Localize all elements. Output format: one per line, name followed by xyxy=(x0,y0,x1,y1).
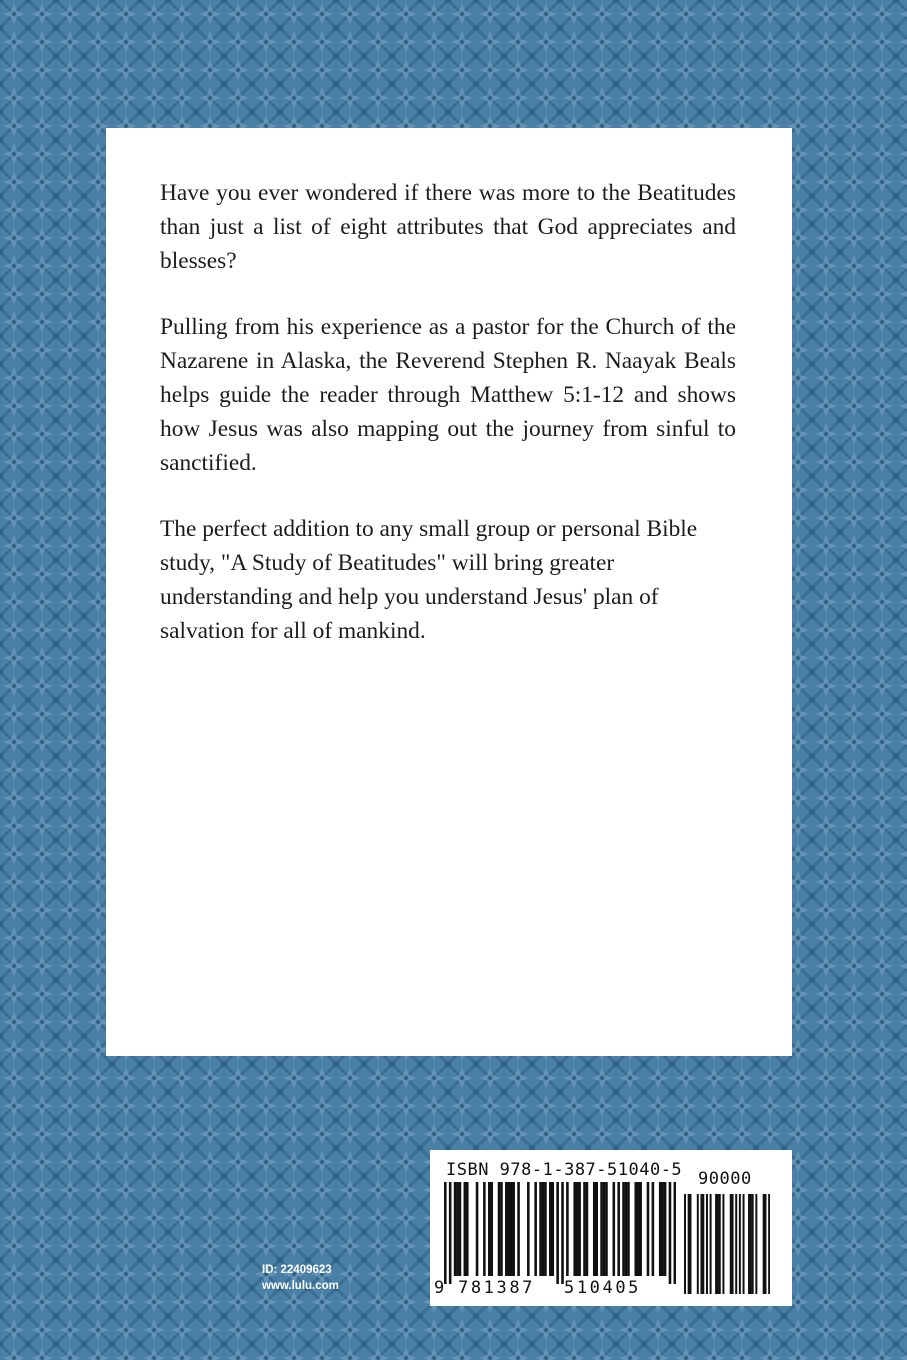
barcode-bar xyxy=(551,1182,554,1276)
barcode-bar xyxy=(583,1182,586,1276)
barcode-bar xyxy=(456,1182,459,1276)
barcode-bar xyxy=(483,1182,486,1276)
addon-bar xyxy=(689,1194,691,1294)
barcode-bar xyxy=(464,1182,467,1276)
barcode-guard-bar xyxy=(449,1182,452,1284)
barcode-bar xyxy=(576,1182,579,1276)
barcode-bar xyxy=(647,1182,650,1276)
barcode-bar xyxy=(637,1182,640,1276)
barcode-bar xyxy=(566,1182,569,1276)
barcode-bar xyxy=(586,1182,589,1276)
addon-bar xyxy=(710,1194,712,1294)
ean13-barcode xyxy=(444,1182,676,1284)
addon-bar xyxy=(743,1194,745,1294)
barcode-bar xyxy=(498,1182,501,1276)
addon-bar xyxy=(702,1194,704,1294)
barcode-bar xyxy=(634,1182,637,1276)
barcode-bar xyxy=(652,1182,655,1276)
addon-bar xyxy=(706,1194,708,1294)
addon-bar xyxy=(717,1194,719,1294)
barcode-bar xyxy=(510,1182,513,1276)
barcode-guard-bar xyxy=(674,1182,676,1284)
barcode-bar xyxy=(517,1182,520,1276)
barcode-bar xyxy=(600,1182,603,1276)
description-paragraph-1: Have you ever wondered if there was more to the Beatitudes than just a list of eight attributes that God appreciates and blesses? xyxy=(160,180,736,274)
publisher-url: www.lulu.com xyxy=(262,1280,339,1292)
barcode-bar xyxy=(661,1182,664,1276)
barcode-bar xyxy=(622,1182,625,1276)
description-paragraph-2: Pulling from his experience as a pastor for the Church of the Nazarene in Alaska, the Reverend Stephen R. Naayak Beals helps guide the reader through Matthew 5:1-12 and shows how Jesus was also mapping out the journey from sinful to sanctified. xyxy=(160,314,736,476)
barcode-bar xyxy=(512,1182,515,1276)
barcode-box xyxy=(430,1150,792,1306)
addon-bar xyxy=(688,1194,690,1294)
barcode-bar xyxy=(659,1182,662,1276)
addon-bar xyxy=(697,1194,699,1294)
barcode-bar xyxy=(500,1182,503,1276)
barcode-bar xyxy=(595,1182,598,1276)
barcode-bar xyxy=(593,1182,596,1276)
addon-bar xyxy=(730,1194,732,1294)
addon-bar xyxy=(732,1194,734,1294)
barcode-bar xyxy=(459,1182,462,1276)
barcode-bar xyxy=(454,1182,457,1276)
price-code: 90000 xyxy=(698,1169,752,1189)
barcode-bar xyxy=(627,1182,630,1276)
barcode-bar xyxy=(527,1182,530,1276)
publisher-id: ID: 22409623 xyxy=(262,1264,332,1276)
addon-bar xyxy=(768,1194,770,1294)
addon-bar xyxy=(719,1194,721,1294)
barcode-bar xyxy=(617,1182,620,1276)
barcode-bar xyxy=(507,1182,510,1276)
barcode-guard-bar xyxy=(444,1182,447,1284)
barcode-bar xyxy=(605,1182,608,1276)
addon-bar xyxy=(755,1194,757,1294)
barcode-bar xyxy=(625,1182,628,1276)
barcode-bar xyxy=(490,1182,493,1276)
barcode-bar xyxy=(544,1182,547,1276)
addon-barcode xyxy=(684,1194,770,1294)
barcode-bar xyxy=(664,1182,667,1276)
barcode-bar xyxy=(613,1182,616,1276)
barcode-guard-bar xyxy=(556,1182,559,1284)
description-panel xyxy=(106,128,792,1056)
addon-bar xyxy=(739,1194,741,1294)
barcode-guard-bar xyxy=(561,1182,564,1284)
addon-bar xyxy=(750,1194,752,1294)
barcode-digit-group-1: 781387 xyxy=(458,1278,536,1298)
barcode-bar xyxy=(505,1182,508,1276)
addon-bar xyxy=(748,1194,750,1294)
barcode-bar xyxy=(542,1182,545,1276)
barcode-bar xyxy=(488,1182,491,1276)
addon-bar xyxy=(684,1194,686,1294)
publisher-info xyxy=(262,1262,339,1294)
addon-bar xyxy=(700,1194,702,1294)
barcode-bar xyxy=(639,1182,642,1276)
barcode-bar xyxy=(466,1182,469,1276)
addon-bar xyxy=(735,1194,737,1294)
barcode-digit-lead: 9 xyxy=(434,1278,445,1298)
barcode-bar xyxy=(549,1182,552,1276)
barcode-bar xyxy=(573,1182,576,1276)
addon-bar xyxy=(765,1194,767,1294)
barcode-bar xyxy=(476,1182,479,1276)
addon-bar xyxy=(715,1194,717,1294)
barcode-bar xyxy=(603,1182,606,1276)
barcode-bar xyxy=(539,1182,542,1276)
addon-bar xyxy=(752,1194,754,1294)
isbn-label: ISBN 978-1-387-51040-5 xyxy=(446,1160,683,1180)
description-paragraph-3: The perfect addition to any small group or personal Bible study, "A Study of Beatitudes" will bring greater understanding and help you understand Jesus' plan of salvation for all of mankind. xyxy=(160,516,698,644)
barcode-bar xyxy=(578,1182,581,1276)
addon-bar xyxy=(763,1194,765,1294)
addon-bar xyxy=(722,1194,724,1294)
barcode-digit-group-2: 510405 xyxy=(564,1278,642,1298)
barcode-bar xyxy=(534,1182,537,1276)
barcode-guard-bar xyxy=(669,1182,672,1284)
